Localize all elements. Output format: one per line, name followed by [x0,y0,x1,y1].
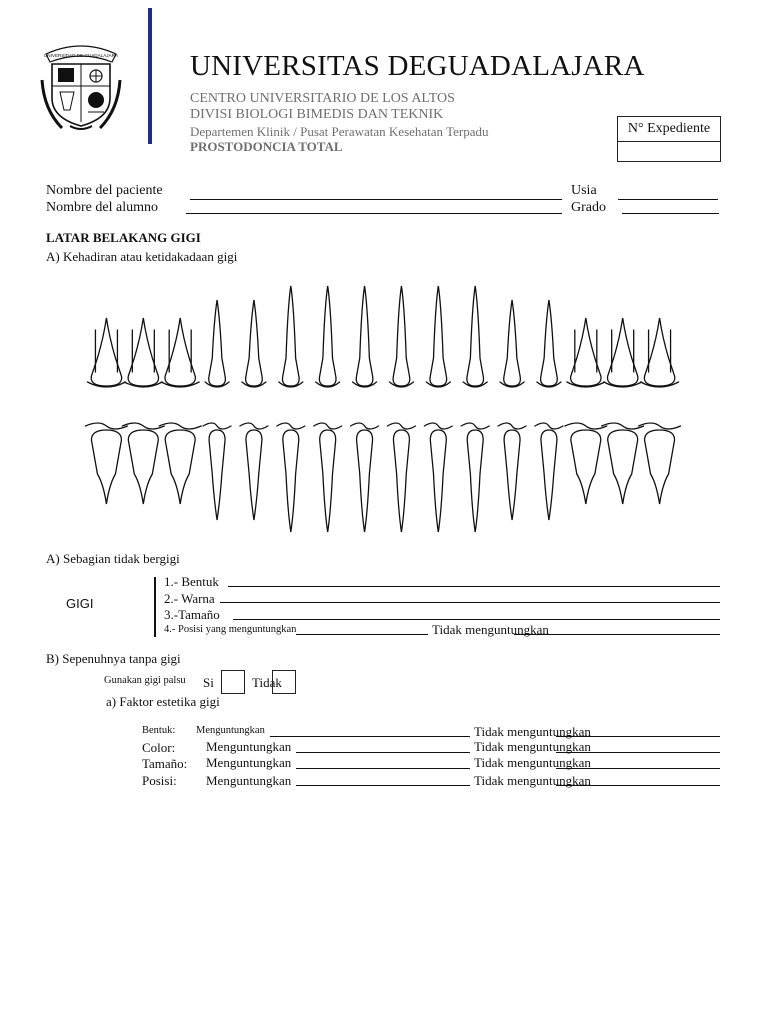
partial-edentulous-heading: A) Sebagian tidak bergigi [46,551,180,566]
aesthetic-favorable-field[interactable] [296,752,470,753]
color-field[interactable] [220,602,720,603]
dentures-no-label: Tidak [252,675,282,690]
teeth-side-label: GIGI [66,596,94,611]
aesthetic-row-label: Bentuk: [142,725,176,736]
aesthetic-unfavorable-label: Tidak menguntungkan [474,724,591,739]
svg-text:UNIVERSIDAD DE GUADALAJARA: UNIVERSIDAD DE GUADALAJARA [43,53,119,58]
lower-gum-line[interactable] [85,423,127,429]
teeth-presence-subheading: A) Kehadiran atau ketidakadaan gigi [46,249,238,264]
lower-tooth[interactable] [320,430,336,532]
upper-root-canal[interactable] [575,330,597,372]
total-edentulous-heading: B) Sepenuhnya tanpa gigi [46,651,181,666]
lower-tooth[interactable] [165,430,195,504]
lower-gum-line[interactable] [535,423,563,429]
lower-gum-line[interactable] [639,423,681,429]
dental-history-heading: LATAR BELAKANG GIGI [46,230,201,245]
position-unfavorable-label: Tidak menguntungkan [432,622,549,637]
shape-field[interactable] [228,586,720,587]
lower-gum-line[interactable] [314,423,342,429]
upper-tooth[interactable] [393,286,410,386]
aesthetic-favorable-label: Menguntungkan [206,755,292,770]
lower-gum-line[interactable] [122,423,164,429]
university-crest-icon [40,40,122,132]
grade-label: Grado [571,200,606,215]
position-unfavorable-field[interactable] [514,634,720,635]
age-field[interactable] [618,199,718,200]
aesthetic-favorable-label: Menguntungkan [206,773,292,788]
color-label: 2.- Warna [164,591,215,606]
age-label: Usia [571,183,597,198]
upper-root-canal[interactable] [612,330,634,372]
aesthetic-unfavorable-field[interactable] [556,768,720,769]
lower-gum-line[interactable] [424,423,452,429]
upper-tooth[interactable] [209,300,226,386]
upper-tooth[interactable] [356,286,373,386]
upper-tooth[interactable] [541,300,558,386]
upper-tooth[interactable] [282,286,299,386]
lower-tooth[interactable] [91,430,121,504]
aesthetic-unfavorable-label: Tidak menguntungkan [474,739,591,754]
lower-gum-line[interactable] [461,423,489,429]
lower-gum-line[interactable] [602,423,644,429]
bracket-divider [154,577,156,637]
lower-tooth[interactable] [430,430,446,532]
lower-tooth[interactable] [393,430,409,532]
aesthetic-unfavorable-field[interactable] [556,785,720,786]
university-logo [40,40,122,132]
upper-root-canal[interactable] [649,330,671,372]
patient-name-label: Nombre del paciente [46,183,163,198]
lower-tooth[interactable] [357,430,373,532]
lower-tooth[interactable] [504,430,520,520]
patient-name-field[interactable] [190,199,562,200]
size-field[interactable] [233,619,720,620]
lower-tooth[interactable] [571,430,601,504]
upper-tooth[interactable] [430,286,447,386]
lower-tooth[interactable] [608,430,638,504]
aesthetic-unfavorable-field[interactable] [556,736,720,737]
student-name-field[interactable] [186,213,562,214]
lower-gum-line[interactable] [387,423,415,429]
department-name: Departemen Klinik / Pusat Perawatan Kesehatan Terpadu [190,124,489,139]
lower-gum-line[interactable] [351,423,379,429]
lower-gum-line[interactable] [240,423,268,429]
lower-tooth[interactable] [128,430,158,504]
accent-divider [148,8,152,144]
upper-tooth[interactable] [319,286,336,386]
upper-root-canal[interactable] [132,330,154,372]
aesthetic-row-label: Tamaño: [142,756,188,771]
expediente-field[interactable] [618,143,720,161]
lower-tooth[interactable] [209,430,225,520]
lower-gum-line[interactable] [159,423,201,429]
aesthetic-favorable-label: Menguntungkan [196,725,265,736]
shape-label: 1.- Bentuk [164,574,219,589]
lower-tooth[interactable] [541,430,557,520]
expediente-label: N° Expediente [618,117,720,142]
position-label: 4.- Posisi yang menguntungkan [164,624,297,635]
upper-root-canal[interactable] [169,330,191,372]
lower-gum-line[interactable] [565,423,607,429]
dentures-yes-checkbox[interactable] [221,670,245,694]
aesthetic-row-label: Posisi: [142,773,177,788]
dentures-label: Gunakan gigi palsu [104,675,186,686]
dentures-no-checkbox[interactable] [272,670,296,694]
student-name-label: Nombre del alumno [46,200,158,215]
dental-chart-icon [78,282,684,536]
lower-tooth[interactable] [283,430,299,532]
upper-tooth[interactable] [246,300,263,386]
aesthetic-unfavorable-label: Tidak menguntungkan [474,773,591,788]
course-name: PROSTODONCIA TOTAL [190,139,343,154]
center-name: CENTRO UNIVERSITARIO DE LOS ALTOS [190,91,455,106]
aesthetic-factors-heading: a) Faktor estetika gigi [106,694,220,709]
page-title: UNIVERSITAS DEGUADALAJARA [190,50,645,82]
lower-gum-line[interactable] [498,423,526,429]
aesthetic-unfavorable-label: Tidak menguntungkan [474,755,591,770]
lower-gum-line[interactable] [203,423,231,429]
aesthetic-favorable-label: Menguntungkan [206,739,292,754]
expediente-box [617,116,721,162]
lower-gum-line[interactable] [277,423,305,429]
lower-tooth[interactable] [467,430,483,532]
size-label: 3.-Tamaño [164,607,220,622]
aesthetic-row-label: Color: [142,740,176,755]
lower-tooth[interactable] [246,430,262,520]
aesthetic-favorable-field[interactable] [296,768,470,769]
upper-tooth[interactable] [467,286,484,386]
aesthetic-unfavorable-field[interactable] [556,752,720,753]
aesthetic-favorable-field[interactable] [296,785,470,786]
division-name: DIVISI BIOLOGI BIMEDIS DAN TEKNIK [190,107,444,122]
upper-root-canal[interactable] [95,330,117,372]
upper-tooth[interactable] [504,300,521,386]
dentures-yes-label: Si [203,675,214,690]
grade-field[interactable] [622,213,719,214]
position-favorable-field[interactable] [296,634,428,635]
aesthetic-favorable-field[interactable] [270,736,470,737]
dental-chart[interactable] [78,282,684,536]
lower-tooth[interactable] [645,430,675,504]
